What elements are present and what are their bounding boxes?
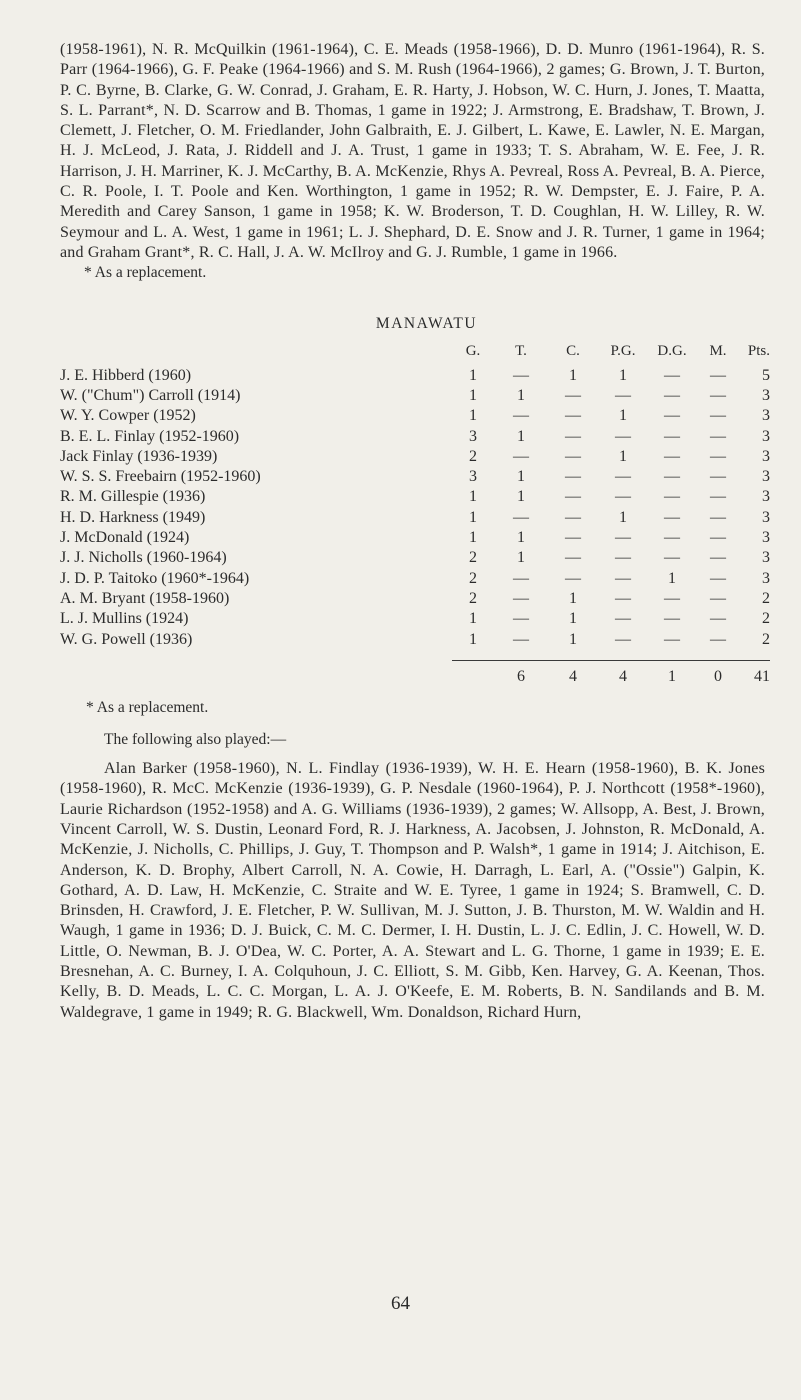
continued-players-paragraph: (1958-1961), N. R. McQuilkin (1961-1964), C. E. Meads (1958-1966), D. D. Munro (1961-1964), R. S. Parr (1964-1966), G. F. Peake (1964-1966) and S. M. Rush (1964-1966), 2 games; G. Brown, J. T. Burton, P. C. Byrne, B. Clarke, G. W. Conrad, J. Graham, E. R. Harty, J. Hobson, W. C. Hurn, J. Jones, T. Maatta, S. L. Parrant*, N. D. Scarrow and B. Thomas, 1 game in 1922; J. Armstrong, E. Bradshaw, T. Brown, J. Clemett, J. Fletcher, O. M. Friedlander, John Galbraith, E. J. Gilbert, L. Kawe, E. Lawler, N. E. Margan, H. J. McLeod, J. Rata, J. Riddell and J. A. Trust, 1 game in 1933; T. S. Abraham, W. E. Fee, J. R. Harrison, J. H. Marriner, K. J. McCarthy, B. A. McKenzie, Rhys A. Pevreal, Ross A. Pevreal, B. A. Pierce, C. R. Poole, I. T. Poole and Ken. Worthington, 1 game in 1952; R. W. Dempster, E. J. Faire, P. A. Meredith and Carey Sanson, 1 game in 1958; K. W. Broderson, T. D. Coughlan, H. W. Lilley, R. W. Seymour and L. A. West, 1 game in 1961; L. J. Shephard, D. E. Snow and J. R. Turner, 1 game in 1964; and Graham Grant*, R. C. Hall, J. A. W. McIlroy and G. J. Rumble, 1 game in 1966. xyxy=(60,41,765,261)
totals-games-cell xyxy=(452,660,494,687)
tries-cell: — xyxy=(513,366,529,384)
penalty-goals-cell: — xyxy=(615,488,631,506)
games-cell: 2 xyxy=(469,549,477,567)
table-row xyxy=(60,447,770,467)
table-row xyxy=(60,528,770,548)
total-points: 41 xyxy=(754,667,770,685)
points-cell: 3 xyxy=(762,387,770,404)
games-cell: 1 xyxy=(469,610,477,628)
conversions-cell: — xyxy=(565,569,581,587)
penalty-goals-cell: — xyxy=(615,630,631,648)
points-cell: 3 xyxy=(762,468,770,486)
conversions-cell: — xyxy=(565,387,581,404)
drop-goals-cell: — xyxy=(664,427,680,445)
conversions-cell: — xyxy=(565,427,581,445)
player-name: Jack Finlay (1936-1939) xyxy=(60,447,218,465)
penalty-goals-cell: — xyxy=(615,387,631,404)
tries-cell: — xyxy=(513,508,529,526)
games-cell: 3 xyxy=(469,427,477,445)
conversions-cell: — xyxy=(565,549,581,567)
points-cell: 3 xyxy=(762,427,770,445)
drop-goals-cell: — xyxy=(664,610,680,628)
column-header-penalty-goals: P.G. xyxy=(610,342,636,359)
marks-cell: — xyxy=(710,508,726,526)
tries-cell: — xyxy=(513,630,529,648)
table-row xyxy=(60,589,770,609)
table-row xyxy=(60,406,770,426)
total-tries: 6 xyxy=(517,667,525,685)
points-cell: 3 xyxy=(762,447,770,465)
column-header-points: Pts. xyxy=(747,342,770,359)
tries-cell: 1 xyxy=(517,529,525,547)
games-cell: 1 xyxy=(469,529,477,547)
games-cell: 2 xyxy=(469,589,477,607)
marks-cell: — xyxy=(710,468,726,486)
games-cell: 3 xyxy=(469,468,477,486)
totals-rule-row xyxy=(60,650,770,661)
marks-cell: — xyxy=(710,447,726,465)
player-name: L. J. Mullins (1924) xyxy=(60,610,189,628)
name-column-header xyxy=(60,341,452,365)
table-row xyxy=(60,467,770,487)
column-header-marks: M. xyxy=(709,342,727,359)
points-cell: 3 xyxy=(762,508,770,526)
drop-goals-cell: — xyxy=(664,549,680,567)
replacement-footnote: * As a replacement. xyxy=(84,264,207,282)
totals-label-cell xyxy=(60,660,452,687)
conversions-cell: — xyxy=(565,488,581,506)
marks-cell: — xyxy=(710,387,726,404)
table-header-row xyxy=(60,341,770,365)
penalty-goals-cell: — xyxy=(615,589,631,607)
points-cell: 3 xyxy=(762,407,770,425)
tries-cell: — xyxy=(513,407,529,425)
marks-cell: — xyxy=(710,366,726,384)
total-conversions: 4 xyxy=(569,667,577,685)
points-cell: 2 xyxy=(762,589,770,607)
drop-goals-cell: — xyxy=(664,488,680,506)
points-cell: 2 xyxy=(762,630,770,648)
total-drop-goals: 1 xyxy=(668,667,676,685)
conversions-cell: — xyxy=(565,529,581,547)
total-penalty-goals: 4 xyxy=(619,667,627,685)
penalty-goals-cell: — xyxy=(615,569,631,587)
conversions-cell: 1 xyxy=(569,589,577,607)
penalty-goals-cell: — xyxy=(615,610,631,628)
table-row xyxy=(60,508,770,528)
marks-cell: — xyxy=(710,427,726,445)
tries-cell: — xyxy=(513,447,529,465)
drop-goals-cell: — xyxy=(664,589,680,607)
totals-row xyxy=(60,660,770,687)
conversions-cell: — xyxy=(565,407,581,425)
table-row xyxy=(60,548,770,568)
player-name: W. G. Powell (1936) xyxy=(60,630,193,648)
column-header-games: G. xyxy=(465,342,481,359)
points-cell: 5 xyxy=(762,366,770,384)
page-number: 64 xyxy=(391,1293,410,1314)
table-footnote: * As a replacement. xyxy=(86,699,209,717)
marks-cell: — xyxy=(710,630,726,648)
marks-cell: — xyxy=(710,407,726,425)
penalty-goals-cell: — xyxy=(615,468,631,486)
column-header-tries: T. xyxy=(515,342,527,359)
drop-goals-cell: — xyxy=(664,468,680,486)
drop-goals-cell: — xyxy=(664,508,680,526)
drop-goals-cell: — xyxy=(664,366,680,384)
tries-cell: 1 xyxy=(517,488,525,506)
table-row xyxy=(60,386,770,406)
drop-goals-cell: — xyxy=(664,529,680,547)
drop-goals-cell: — xyxy=(664,407,680,425)
conversions-cell: — xyxy=(565,447,581,465)
points-cell: 2 xyxy=(762,610,770,628)
marks-cell: — xyxy=(710,589,726,607)
table-row xyxy=(60,569,770,589)
player-name: A. M. Bryant (1958-1960) xyxy=(60,589,230,607)
penalty-goals-cell: — xyxy=(615,529,631,547)
total-marks: 0 xyxy=(714,667,722,685)
totals-rule xyxy=(452,650,770,661)
document-page xyxy=(60,40,770,1023)
games-cell: 1 xyxy=(469,387,477,404)
conversions-cell: 1 xyxy=(569,630,577,648)
scoring-table xyxy=(60,341,770,687)
tries-cell: — xyxy=(513,610,529,628)
penalty-goals-cell: 1 xyxy=(619,366,627,384)
marks-cell: — xyxy=(710,569,726,587)
column-header-conversions: C. xyxy=(566,342,580,359)
drop-goals-cell: — xyxy=(664,630,680,648)
table-row xyxy=(60,609,770,629)
table-body xyxy=(60,366,770,650)
penalty-goals-cell: — xyxy=(615,427,631,445)
penalty-goals-cell: 1 xyxy=(619,508,627,526)
games-cell: 1 xyxy=(469,366,477,384)
tries-cell: 1 xyxy=(517,549,525,567)
tries-cell: — xyxy=(513,589,529,607)
player-name: W. ("Chum") Carroll (1914) xyxy=(60,387,241,404)
tries-cell: 1 xyxy=(517,427,525,445)
games-cell: 1 xyxy=(469,488,477,506)
player-name: R. M. Gillespie (1936) xyxy=(60,488,206,506)
marks-cell: — xyxy=(710,488,726,506)
player-name: J. J. Nicholls (1960-1964) xyxy=(60,549,227,567)
conversions-cell: — xyxy=(565,468,581,486)
tries-cell: — xyxy=(513,569,529,587)
penalty-goals-cell: 1 xyxy=(619,447,627,465)
conversions-cell: 1 xyxy=(569,366,577,384)
also-played-heading: The following also played:— xyxy=(104,731,287,749)
table-row xyxy=(60,629,770,649)
penalty-goals-cell: 1 xyxy=(619,407,627,425)
games-cell: 1 xyxy=(469,630,477,648)
player-name: J. E. Hibberd (1960) xyxy=(60,366,192,384)
points-cell: 3 xyxy=(762,569,770,587)
penalty-goals-cell: — xyxy=(615,549,631,567)
games-cell: 2 xyxy=(469,447,477,465)
player-name: J. McDonald (1924) xyxy=(60,529,190,547)
also-played-paragraph: Alan Barker (1958-1960), N. L. Findlay (1936-1939), W. H. E. Hearn (1958-1960), B. K. Jones (1958-1960), R. McC. McKenzie (1936-1939), G. P. Nesdale (1960-1964), P. J. Northcott (1958*-1960), Laurie Richardson (1952-1958) and A. G. Williams (1936-1939), 2 games; W. Allsopp, A. Best, J. Brown, Vincent Carroll, W. S. Dustin, Leonard Ford, R. J. Harkness, A. Jacobsen, J. Johnston, R. McDonald, A. McKenzie, J. Nicholls, C. Phillips, J. Guy, T. Thompson and P. Walsh*, 1 game in 1914; J. Aitchison, E. Anderson, K. D. Brophy, Albert Carroll, N. A. Cowie, H. Darragh, L. Earl, A. ("Ossie") Galpin, K. Gothard, A. D. Law, H. McKenzie, C. Straite and W. E. Tyree, 1 game in 1924; S. Bramwell, C. D. Brinsden, H. Crawford, J. E. Fletcher, P. W. Sullivan, M. J. Sutton, J. B. Thurston, M. W. Waldin and H. Waugh, 1 game in 1936; D. J. Buick, C. M. C. Dermer, I. H. Dustin, L. J. C. Edlin, J. C. Howell, W. D. Little, O. Newman, B. J. O'Dea, W. C. Porter, A. A. Stewart and L. G. Thorne, 1 game in 1939; E. E. Bresnehan, A. C. Burney, I. A. Colquhoun, J. C. Elliott, S. M. Gibb, Ken. Harvey, G. A. Keenan, Thos. Kelly, B. D. Meads, L. C. C. Morgan, L. A. J. O'Keefe, E. M. Roberts, B. N. Sandilands and B. M. Waldegrave, 1 game in 1949; R. G. Blackwell, Wm. Donaldson, Richard Hurn, xyxy=(60,760,765,1021)
points-cell: 3 xyxy=(762,529,770,547)
table-row xyxy=(60,366,770,386)
games-cell: 1 xyxy=(469,407,477,425)
rule-spacer xyxy=(60,650,452,661)
marks-cell: — xyxy=(710,610,726,628)
player-name: H. D. Harkness (1949) xyxy=(60,508,206,526)
points-cell: 3 xyxy=(762,488,770,506)
tries-cell: 1 xyxy=(517,468,525,486)
player-name: W. S. S. Freebairn (1952-1960) xyxy=(60,468,261,486)
points-cell: 3 xyxy=(762,549,770,567)
player-name: J. D. P. Taitoko (1960*-1964) xyxy=(60,569,250,587)
marks-cell: — xyxy=(710,529,726,547)
games-cell: 2 xyxy=(469,569,477,587)
conversions-cell: — xyxy=(565,508,581,526)
games-cell: 1 xyxy=(469,508,477,526)
drop-goals-cell: — xyxy=(664,447,680,465)
table-row xyxy=(60,487,770,507)
column-header-drop-goals: D.G. xyxy=(657,342,687,359)
conversions-cell: 1 xyxy=(569,610,577,628)
drop-goals-cell: — xyxy=(664,387,680,404)
player-name: W. Y. Cowper (1952) xyxy=(60,407,196,425)
section-title: MANAWATU xyxy=(375,315,478,333)
marks-cell: — xyxy=(710,549,726,567)
table-row xyxy=(60,426,770,446)
tries-cell: 1 xyxy=(517,387,525,404)
drop-goals-cell: 1 xyxy=(668,569,676,587)
player-name: B. E. L. Finlay (1952-1960) xyxy=(60,427,240,445)
